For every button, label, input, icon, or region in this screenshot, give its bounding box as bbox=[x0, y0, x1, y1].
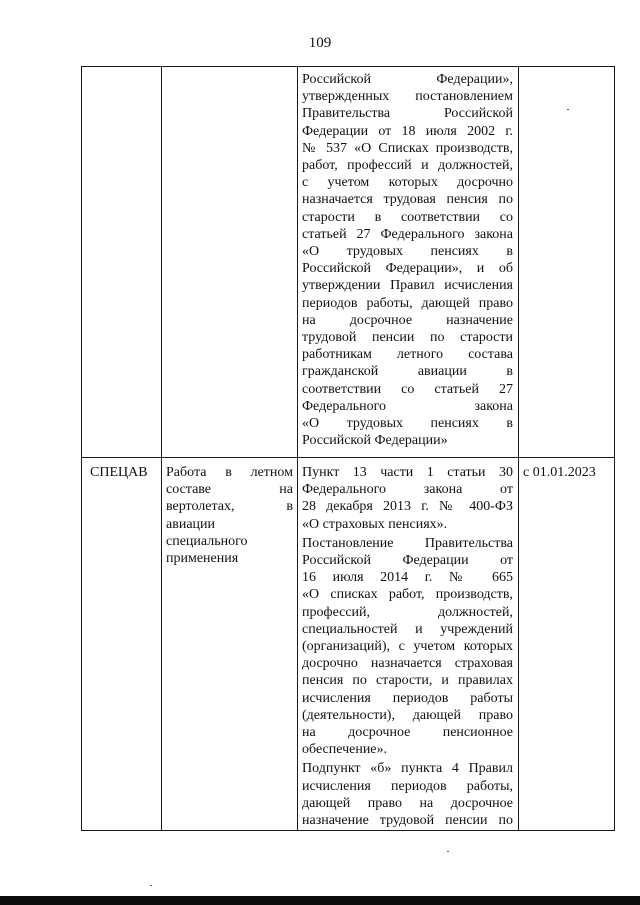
text-line: на досрочное назначение bbox=[302, 312, 513, 328]
text-line: Правительства Российской bbox=[302, 106, 513, 122]
text-line: Российской Федерации от bbox=[302, 553, 513, 569]
text-line: 16 июля 2014 г. № 665 bbox=[302, 570, 513, 586]
text-line: досрочно назначается страховая bbox=[302, 656, 513, 672]
column-border-right bbox=[614, 66, 615, 831]
scan-speck bbox=[447, 851, 449, 852]
text-line: Пункт 13 части 1 статьи 30 bbox=[302, 465, 513, 480]
text-line: утверждении Правил исчисления bbox=[302, 278, 513, 294]
legal-basis-cell bbox=[302, 464, 513, 829]
text-line: старости в соответствии со bbox=[302, 209, 513, 225]
text-line: с учетом которых досрочно bbox=[302, 175, 513, 191]
text-line: трудовой пенсии по старости bbox=[302, 330, 513, 346]
text-line: соответствии со статьей 27 bbox=[302, 381, 513, 397]
text-line: 28 декабря 2013 г. № 400-ФЗ bbox=[302, 499, 513, 515]
text-line: специальностей и учреждений bbox=[302, 621, 513, 637]
column-border-3 bbox=[518, 66, 519, 831]
text-line: работникам летного состава bbox=[302, 347, 513, 363]
top-row-legal-basis bbox=[302, 71, 513, 449]
text-line: дающей право на досрочное bbox=[302, 795, 513, 811]
column-border-1 bbox=[161, 66, 162, 831]
page-number: 109 bbox=[308, 35, 332, 51]
text-line: исчисления периодов работы, bbox=[302, 778, 513, 794]
effective-date-cell: с 01.01.2023 bbox=[523, 465, 596, 480]
text-line: Российской Федерации», bbox=[302, 72, 513, 87]
text-line: специального bbox=[166, 533, 248, 549]
text-line: Российской Федерации», и об bbox=[302, 261, 513, 277]
scan-edge-bar bbox=[0, 896, 640, 905]
text-line: применения bbox=[166, 551, 239, 567]
text-line: «О трудовых пенсиях в bbox=[302, 244, 513, 260]
text-line: составе на bbox=[166, 482, 293, 498]
scan-speck bbox=[567, 109, 569, 110]
text-line: Федерального закона от bbox=[302, 482, 513, 498]
text-line: утвержденных постановлением bbox=[302, 89, 513, 105]
text-line: Российской Федерации» bbox=[302, 433, 448, 449]
text-line: профессий, должностей, bbox=[302, 604, 513, 620]
code-cell: СПЕЦАВ bbox=[90, 465, 148, 480]
text-line: Работа в летном bbox=[166, 465, 293, 480]
text-line: Федерального закона bbox=[302, 398, 513, 414]
text-line: № 537 «О Списках производств, bbox=[302, 140, 513, 156]
text-line: исчисления периодов работы bbox=[302, 690, 513, 706]
column-border-left bbox=[81, 66, 82, 831]
text-line: периодов работы, дающей право bbox=[302, 295, 513, 311]
text-line: Подпункт «б» пункта 4 Правил bbox=[302, 761, 513, 777]
text-line: пенсия по старости, и правилах bbox=[302, 673, 513, 689]
text-line: Федерации от 18 июля 2002 г. bbox=[302, 123, 513, 139]
text-line: «О страховых пенсиях». bbox=[302, 516, 448, 532]
text-line: назначается трудовая пенсия по bbox=[302, 192, 513, 208]
text-line: «О трудовых пенсиях в bbox=[302, 416, 513, 432]
column-border-2 bbox=[297, 66, 298, 831]
text-line: «О списках работ, производств, bbox=[302, 587, 513, 603]
text-line: работ, профессий и должностей, bbox=[302, 158, 513, 174]
text-line: (организаций), с учетом которых bbox=[302, 639, 513, 655]
scan-speck bbox=[150, 885, 152, 886]
text-line: на досрочное пенсионное bbox=[302, 725, 513, 741]
work-description-cell bbox=[166, 464, 293, 567]
text-line: назначение трудовой пенсии по bbox=[302, 813, 513, 829]
text-line: (деятельности), дающей право bbox=[302, 707, 513, 723]
text-line: Постановление Правительства bbox=[302, 535, 513, 551]
text-line: статьей 27 Федерального закона bbox=[302, 226, 513, 242]
text-line: обеспечение». bbox=[302, 742, 388, 758]
text-line: гражданской авиации в bbox=[302, 364, 513, 380]
text-line: вертолетах, в bbox=[166, 499, 293, 515]
text-line: авиации bbox=[166, 516, 216, 532]
